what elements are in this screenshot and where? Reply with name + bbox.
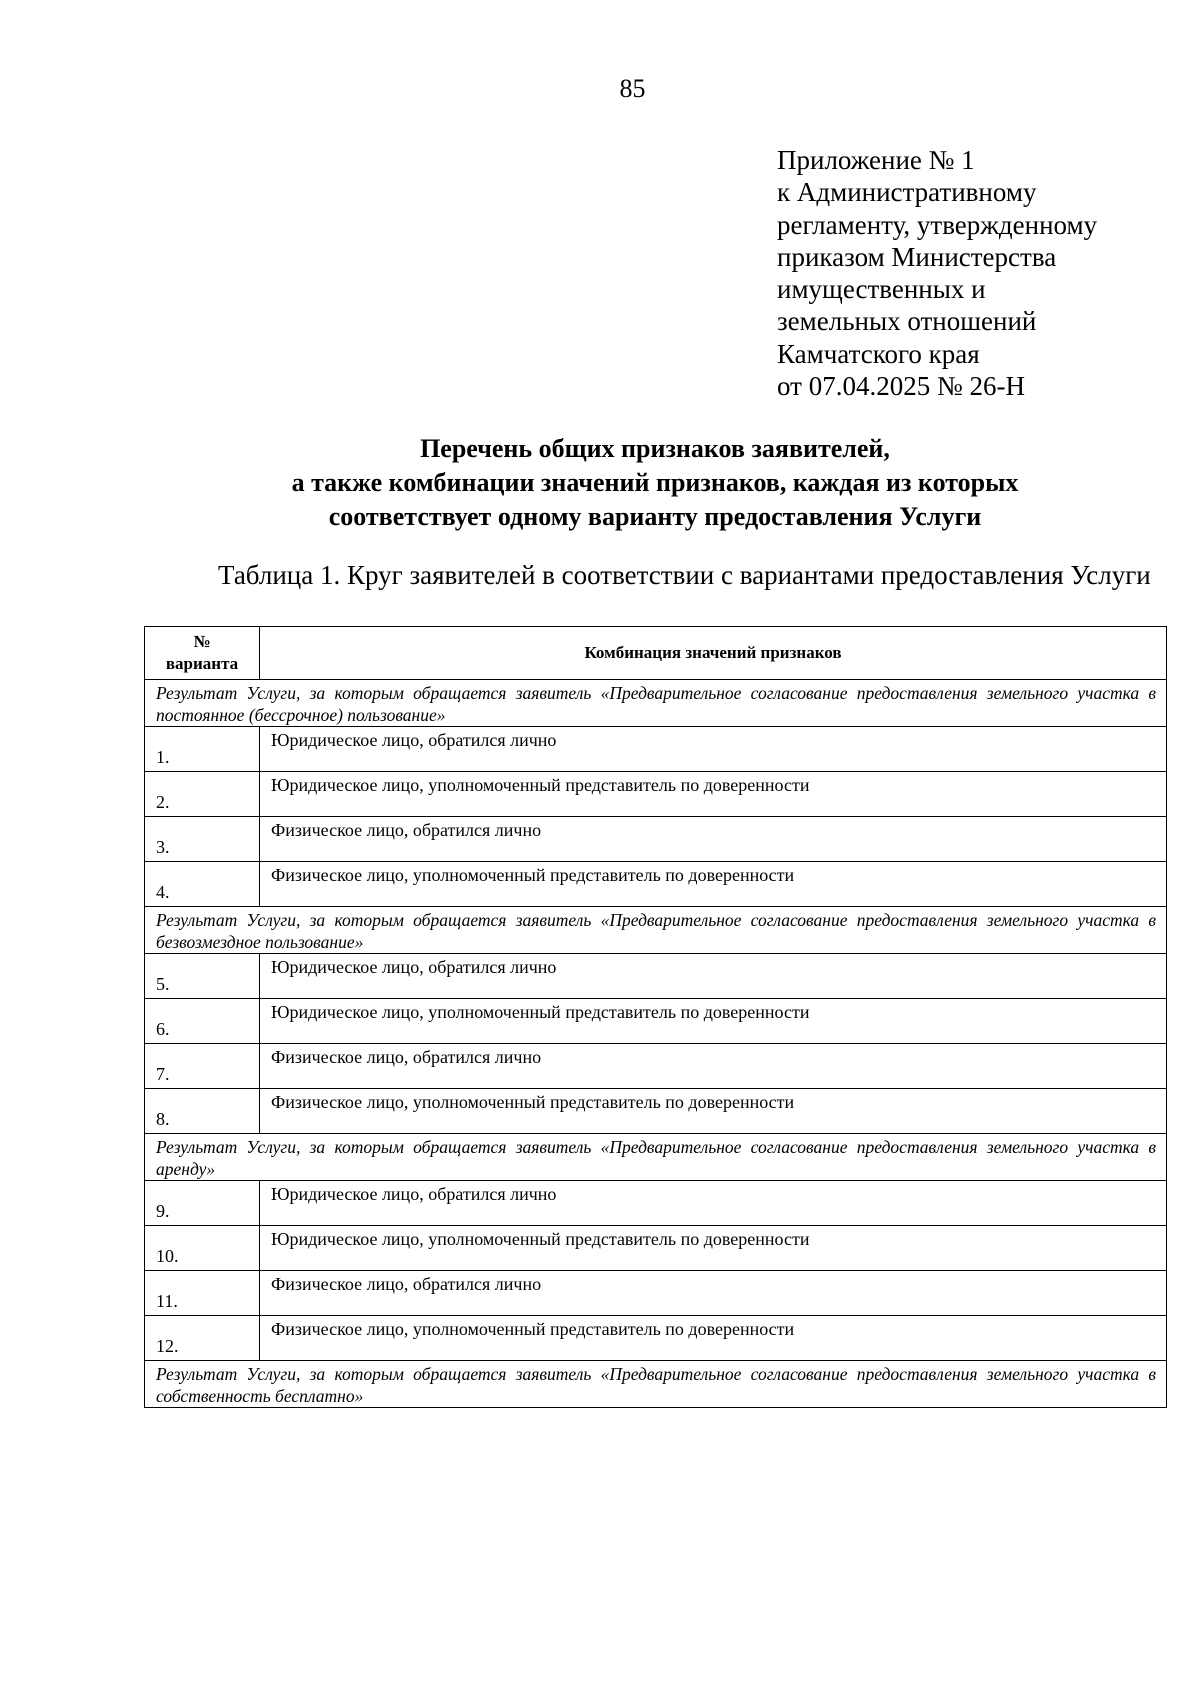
combination-cell: Юридическое лицо, уполномоченный представитель по доверенности xyxy=(260,1226,1167,1271)
combination-cell: Физическое лицо, уполномоченный представитель по доверенности xyxy=(260,862,1167,907)
appendix-line: Приложение № 1 xyxy=(777,145,975,175)
title-line: соответствует одному варианту предоставления Услуги xyxy=(328,502,982,531)
combination-cell: Физическое лицо, обратился лично xyxy=(260,817,1167,862)
variants-table xyxy=(144,626,1167,1408)
table-row xyxy=(145,1089,1167,1134)
title-line: Перечень общих признаков заявителей, xyxy=(420,434,890,463)
table-body xyxy=(145,680,1167,1408)
combination-cell: Физическое лицо, обратился лично xyxy=(260,1271,1167,1316)
result-group-row xyxy=(145,680,1167,727)
table-row xyxy=(145,862,1167,907)
result-group-text: Результат Услуги, за которым обращается заявитель «Предварительное согласование предоставления земельного участка в безвозмездное пользование» xyxy=(145,907,1167,954)
appendix-line: приказом Министерства xyxy=(777,241,1057,272)
header-num-symbol: № xyxy=(193,632,211,651)
page-number: 85 xyxy=(619,74,646,103)
variant-number-cell: 7. xyxy=(145,1044,260,1089)
variant-number-cell: 3. xyxy=(145,817,260,862)
variant-number-cell: 11. xyxy=(145,1271,260,1316)
header-num-label: варианта xyxy=(165,654,239,673)
table-row xyxy=(145,817,1167,862)
variant-number-cell: 6. xyxy=(145,999,260,1044)
variant-number-cell: 9. xyxy=(145,1181,260,1226)
variant-number-cell: 4. xyxy=(145,862,260,907)
table-row xyxy=(145,1316,1167,1361)
result-group-text: Результат Услуги, за которым обращается заявитель «Предварительное согласование предоставления земельного участка в постоянное (бессрочное) пользование» xyxy=(145,680,1167,727)
table-row xyxy=(145,954,1167,999)
appendix-line: Камчатского края xyxy=(777,338,980,369)
appendix-line: от 07.04.2025 № 26-Н xyxy=(777,371,1025,402)
variant-number-cell: 5. xyxy=(145,954,260,999)
table-row xyxy=(145,1271,1167,1316)
variant-number-cell: 8. xyxy=(145,1089,260,1134)
combination-cell: Юридическое лицо, уполномоченный представитель по доверенности xyxy=(260,999,1167,1044)
variant-number-cell: 10. xyxy=(145,1226,260,1271)
appendix-line: регламенту, утвержденному xyxy=(777,209,1098,240)
result-group-text: Результат Услуги, за которым обращается заявитель «Предварительное согласование предоставления земельного участка в собственность бесплатно» xyxy=(145,1361,1167,1408)
variant-number-cell: 2. xyxy=(145,772,260,817)
table-row xyxy=(145,1226,1167,1271)
appendix-line: имущественных и xyxy=(777,274,986,305)
combination-cell: Юридическое лицо, обратился лично xyxy=(260,1181,1167,1226)
table-row xyxy=(145,727,1167,772)
header-variant-number xyxy=(145,627,260,680)
table-row xyxy=(145,772,1167,817)
combination-cell: Юридическое лицо, обратился лично xyxy=(260,954,1167,999)
appendix-reference xyxy=(777,144,1167,402)
result-group-row xyxy=(145,1134,1167,1181)
result-group-row xyxy=(145,1361,1167,1408)
document-title xyxy=(145,432,1165,534)
variant-number-cell: 12. xyxy=(145,1316,260,1361)
result-group-row xyxy=(145,907,1167,954)
table-row xyxy=(145,1044,1167,1089)
combination-cell: Физическое лицо, обратился лично xyxy=(260,1044,1167,1089)
table-header-row xyxy=(145,627,1167,680)
combination-cell: Физическое лицо, уполномоченный представитель по доверенности xyxy=(260,1316,1167,1361)
result-group-text: Результат Услуги, за которым обращается заявитель «Предварительное согласование предоставления земельного участка в аренду» xyxy=(145,1134,1167,1181)
variant-number-cell: 1. xyxy=(145,727,260,772)
table-caption: Таблица 1. Круг заявителей в соответствии с вариантами предоставления Услуги xyxy=(218,560,1151,590)
header-combination: Комбинация значений признаков xyxy=(260,627,1167,680)
appendix-line: земельных отношений xyxy=(777,306,1037,337)
combination-cell: Юридическое лицо, обратился лично xyxy=(260,727,1167,772)
combination-cell: Юридическое лицо, уполномоченный представитель по доверенности xyxy=(260,772,1167,817)
appendix-line: к Административному xyxy=(777,177,1037,208)
table-row xyxy=(145,999,1167,1044)
combination-cell: Физическое лицо, уполномоченный представитель по доверенности xyxy=(260,1089,1167,1134)
table-row xyxy=(145,1181,1167,1226)
title-line: а также комбинации значений признаков, каждая из которых xyxy=(291,468,1019,497)
